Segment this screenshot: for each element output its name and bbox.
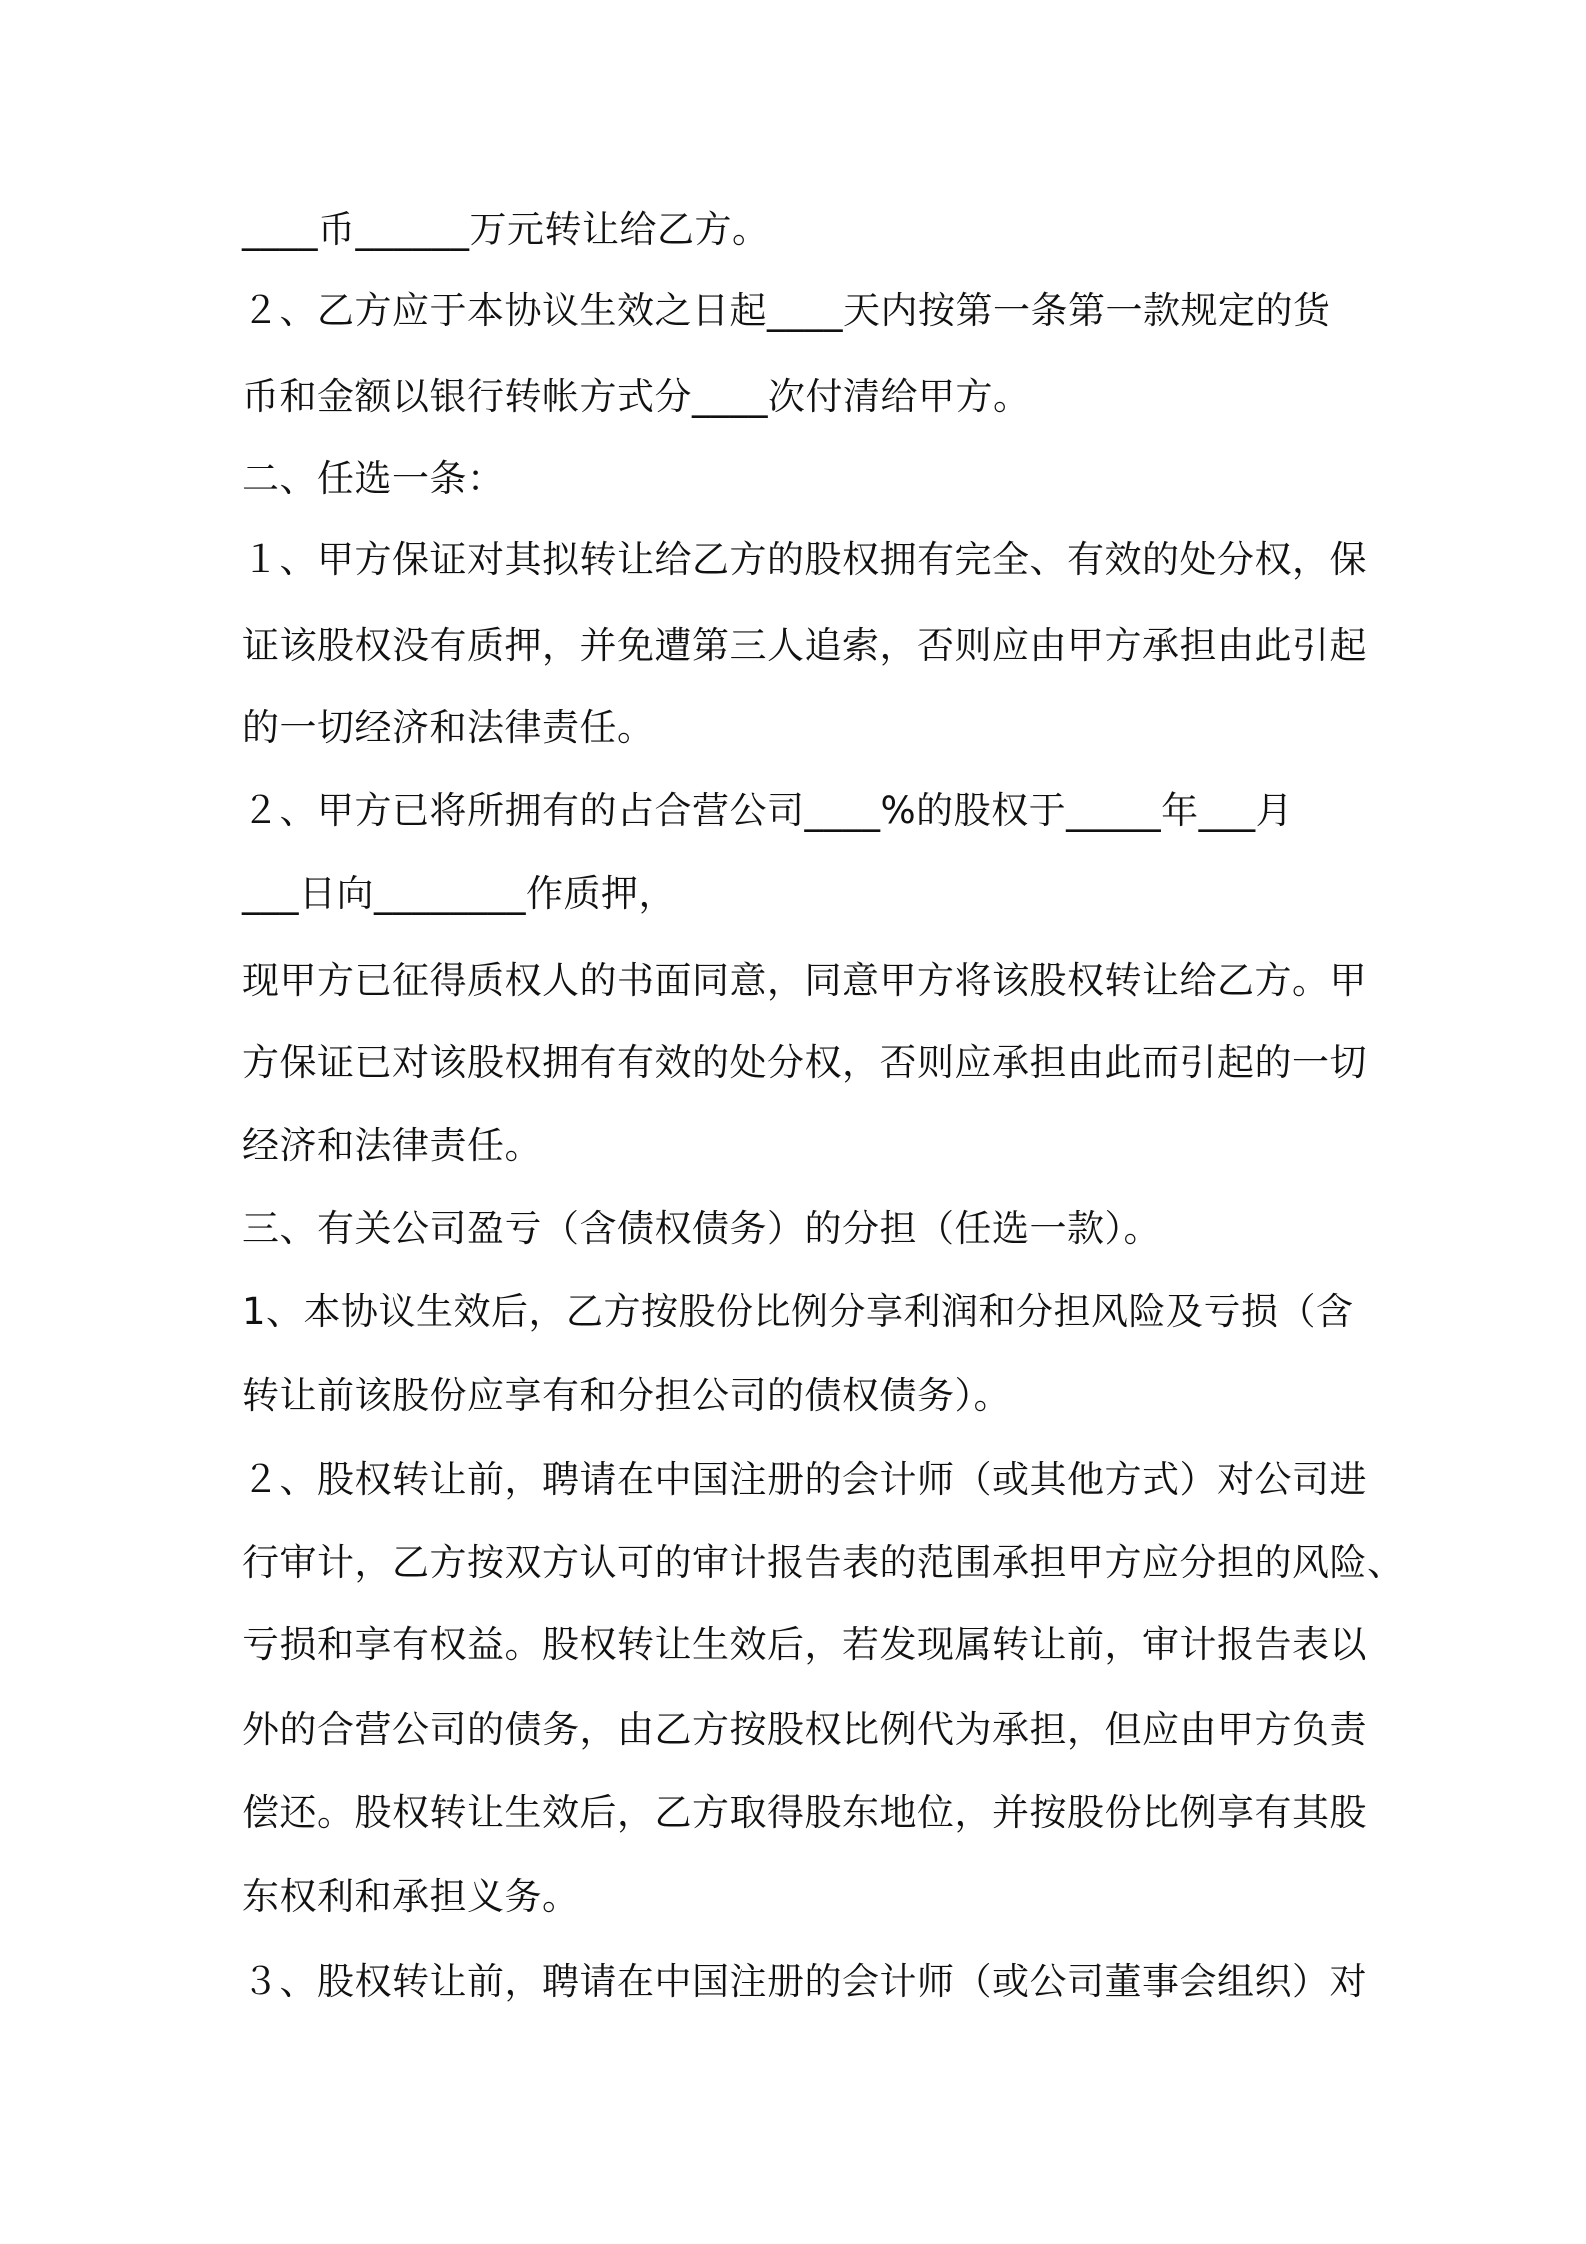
text-line: 行审计，乙方按双方认可的审计报告表的范围承担甲方应分担的风险、 [242,1541,1405,1584]
text-line: １、甲方保证对其拟转让给乙方的股权拥有完全、有效的处分权，保 [242,538,1367,581]
text-line: ___日向________作质押， [242,872,676,915]
text-line: 外的合营公司的债务，由乙方按股权比例代为承担，但应由甲方负责 [242,1708,1367,1751]
text-line: 现甲方已征得质权人的书面同意，同意甲方将该股权转让给乙方。甲 [242,959,1367,1002]
text-line: 东权利和承担义务。 [242,1875,580,1918]
text-line: 方保证已对该股权拥有有效的处分权，否则应承担由此而引起的一切 [242,1041,1367,1084]
text-line: 证该股权没有质押，并免遭第三人追索，否则应由甲方承担由此引起 [242,624,1367,667]
text-line: ３、股权转让前，聘请在中国注册的会计师（或公司董事会组织）对 [242,1960,1367,2003]
text-line: 经济和法律责任。 [242,1124,542,1167]
text-line: 1、本协议生效后，乙方按股份比例分享利润和分担风险及亏损（含 [242,1290,1354,1333]
text-line: 转让前该股份应享有和分担公司的债权债务）。 [242,1374,1011,1417]
text-line: 亏损和享有权益。股权转让生效后，若发现属转让前，审计报告表以 [242,1623,1367,1666]
section-heading: 二、任选一条： [242,457,505,500]
text-line: ２、乙方应于本协议生效之日起____天内按第一条第一款规定的货 [242,289,1331,332]
text-line: ____币______万元转让给乙方。 [242,208,770,251]
text-line: 偿还。股权转让生效后，乙方取得股东地位，并按股份比例享有其股 [242,1791,1367,1834]
section-heading: 三、有关公司盈亏（含债权债务）的分担（任选一款）。 [242,1207,1161,1250]
text-line: 币和金额以银行转帐方式分____次付清给甲方。 [242,375,1031,418]
text-line: ２、股权转让前，聘请在中国注册的会计师（或其他方式）对公司进 [242,1458,1367,1501]
text-line: 的一切经济和法律责任。 [242,706,655,749]
text-line: ２、甲方已将所拥有的占合营公司____%的股权于_____年___月 [242,789,1294,832]
